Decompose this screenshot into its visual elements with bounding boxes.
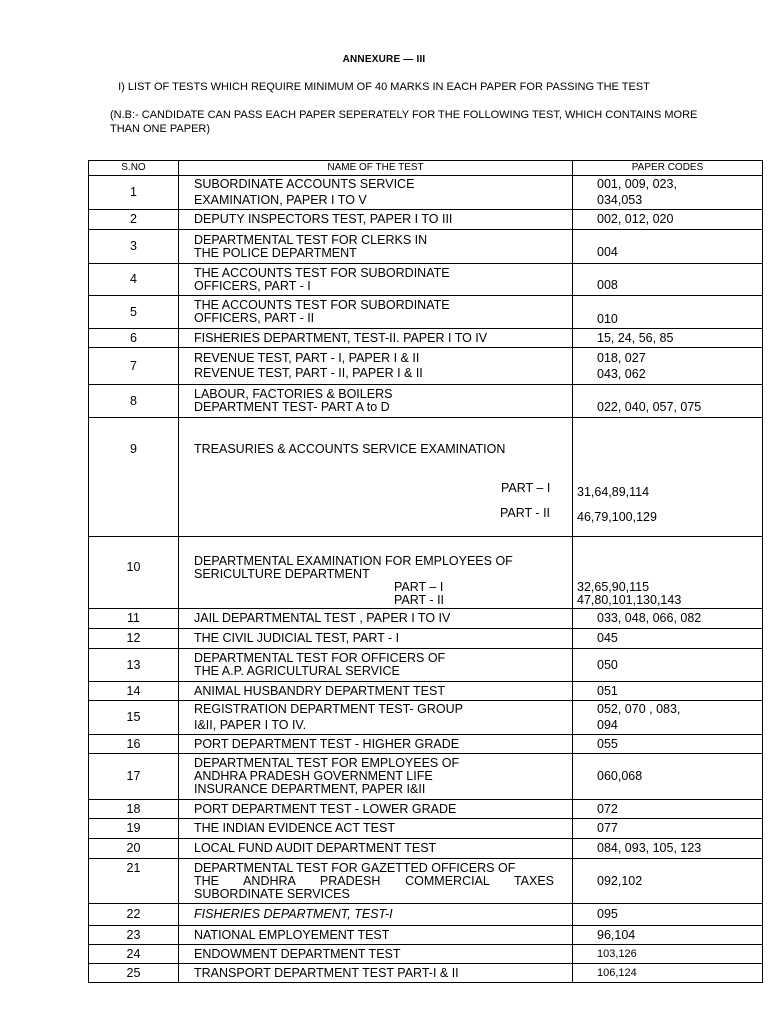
table-row [89,537,763,609]
row-codes: 96,104 [573,926,763,945]
row-sno: 8 [89,385,179,418]
row-sno: 5 [89,296,179,329]
row-test-name [179,176,573,210]
part-label: PART – I [501,481,551,495]
row-sno: 21 [89,859,179,904]
row-codes [573,176,763,210]
row-sno: 4 [89,264,179,296]
row-test-name [179,296,573,329]
row-codes [573,418,763,537]
table-row [89,819,763,839]
row-codes: 060,068 [573,754,763,800]
row-codes: 095 [573,904,763,926]
row-name-line: REVENUE TEST, PART - I, PAPER I & II [194,351,420,365]
table-row [89,926,763,945]
table-row [89,385,763,418]
table-row [89,418,763,537]
page-subtitle: I) LIST OF TESTS WHICH REQUIRE MINIMUM OF 40 MARKS IN EACH PAPER FOR PASSING THE TEST [118,81,650,93]
row-sno: 25 [89,964,179,983]
row-code-line: 043, 062 [597,366,646,381]
row-name-line: TREASURIES & ACCOUNTS SERVICE EXAMINATION [194,442,506,456]
row-name-line: THE POLICE DEPARTMENT [194,245,357,260]
note-text: (N.B:- CANDIDATE CAN PASS EACH PAPER SEPERATELY FOR THE FOLLOWING TEST, WHICH CONTAINS MORE THAN ONE PAPER) [110,109,698,135]
row-test-name: PORT DEPARTMENT TEST - HIGHER GRADE [179,735,573,754]
row-test-name: THE INDIAN EVIDENCE ACT TEST [179,819,573,839]
row-name-line: DEPARTMENTAL TEST FOR CLERKS IN [194,232,428,247]
row-sno: 6 [89,329,179,348]
row-sno: 19 [89,819,179,839]
col-header-codes: PAPER CODES [573,161,763,176]
row-codes: 092,102 [573,859,763,904]
row-name-line: REVENUE TEST, PART - II, PAPER I & II [194,366,423,380]
row-test-name: FISHERIES DEPARTMENT, TEST-I [179,904,573,926]
table-row [89,859,763,904]
row-test-name: JAIL DEPARTMENTAL TEST , PAPER I TO IV [179,609,573,629]
table-header-row [89,161,763,176]
row-code-line: 31,64,89,114 [577,485,650,499]
row-code-line: 001, 009, 023, [597,177,677,191]
row-codes [573,348,763,385]
tests-table [88,160,763,983]
row-code-line: 47,80,101,130,143 [577,593,682,607]
row-test-name [179,418,573,537]
row-test-name: NATIONAL EMPLOYEMENT TEST [179,926,573,945]
table-row [89,800,763,819]
row-name-line: THE ACCOUNTS TEST FOR SUBORDINATE [194,298,450,312]
table-row [89,264,763,296]
table-row [89,609,763,629]
row-test-name [179,537,573,609]
row-sno: 20 [89,839,179,859]
row-test-name [179,701,573,735]
row-name-line: THE A.P. AGRICULTURAL SERVICE [194,664,400,678]
row-codes: 050 [573,649,763,682]
row-code-line: 018, 027 [597,350,646,365]
row-codes: 008 [573,264,763,296]
row-codes: 022, 040, 057, 075 [573,385,763,418]
row-codes: 010 [573,296,763,329]
row-codes: 055 [573,735,763,754]
row-code-line: 052, 070 , 083, [597,702,681,716]
row-sno: 7 [89,348,179,385]
row-codes: 045 [573,629,763,649]
row-sno: 17 [89,754,179,800]
table-row [89,629,763,649]
row-test-name: FISHERIES DEPARTMENT, TEST-II. PAPER I TO IV [179,329,573,348]
table-row [89,839,763,859]
part-row [194,581,572,594]
row-code-line: 32,65,90,115 [577,580,650,594]
row-name-line: DEPARTMENTAL TEST FOR OFFICERS OF [194,651,446,665]
page-title: ANNEXURE — III [342,54,426,65]
table-row [89,210,763,230]
part-label: PART – I [394,580,444,594]
row-sno: 15 [89,701,179,735]
row-sno: 13 [89,649,179,682]
table-row [89,904,763,926]
row-codes: 084, 093, 105, 123 [573,839,763,859]
row-name-line: SUBORDINATE SERVICES [194,886,350,901]
row-name-line: OFFICERS, PART - II [194,311,315,325]
row-test-name: ANIMAL HUSBANDRY DEPARTMENT TEST [179,682,573,701]
table-row [89,296,763,329]
col-header-name: NAME OF THE TEST [179,161,573,176]
row-code-line: 094 [597,718,618,732]
row-codes: 051 [573,682,763,701]
row-sno: 9 [89,418,179,537]
row-sno: 1 [89,176,179,210]
row-name-line: DEPARTMENT TEST- PART A to D [194,400,390,414]
table-row [89,945,763,964]
table-row [89,329,763,348]
row-codes: 15, 24, 56, 85 [573,329,763,348]
row-name-line: DEPARTMENTAL TEST FOR EMPLOYEES OF [194,756,460,770]
row-name-line: LABOUR, FACTORIES & BOILERS [194,387,393,401]
table-row [89,649,763,682]
row-name-line: SUBORDINATE ACCOUNTS SERVICE [194,177,415,191]
part-row [194,594,572,607]
row-codes: 033, 048, 066, 082 [573,609,763,629]
row-name-line: I&II, PAPER I TO IV. [194,718,307,732]
row-test-name [179,754,573,800]
row-test-name: LOCAL FUND AUDIT DEPARTMENT TEST [179,839,573,859]
row-sno: 11 [89,609,179,629]
row-codes: 077 [573,819,763,839]
table-row [89,754,763,800]
row-sno: 10 [89,537,179,609]
row-sno: 12 [89,629,179,649]
row-name-line: EXAMINATION, PAPER I TO V [194,193,367,207]
row-name-line: OFFICERS, PART - I [194,278,311,293]
row-test-name [179,264,573,296]
table-row [89,701,763,735]
part-label: PART - II [394,593,445,607]
part-row [194,507,572,520]
row-name-line: SERICULTURE DEPARTMENT [194,567,370,581]
table-row [89,682,763,701]
row-sno: 23 [89,926,179,945]
row-codes: 004 [573,230,763,264]
table-row [89,230,763,264]
table-row [89,176,763,210]
row-test-name [179,385,573,418]
row-test-name: THE CIVIL JUDICIAL TEST, PART - I [179,629,573,649]
row-codes: 103,126 [573,945,763,964]
row-test-name [179,649,573,682]
row-test-name: TRANSPORT DEPARTMENT TEST PART-I & II [179,964,573,983]
table-row [89,964,763,983]
part-label: PART - II [500,506,551,520]
row-code-line: 46,79,100,129 [577,510,657,524]
row-sno: 18 [89,800,179,819]
row-name-line: REGISTRATION DEPARTMENT TEST- GROUP [194,702,464,716]
row-sno: 3 [89,230,179,264]
part-row [194,482,572,495]
row-name-line: DEPARTMENTAL TEST FOR GAZETTED OFFICERS OF [194,860,516,875]
table-row [89,735,763,754]
row-test-name [179,230,573,264]
row-codes [573,701,763,735]
row-test-name: DEPUTY INSPECTORS TEST, PAPER I TO III [179,210,573,230]
table-row [89,348,763,385]
row-sno: 2 [89,210,179,230]
row-sno: 22 [89,904,179,926]
row-codes [573,537,763,609]
row-sno: 24 [89,945,179,964]
row-codes: 002, 012, 020 [573,210,763,230]
col-header-sno: S.NO [89,161,179,176]
row-code-line: 034,053 [597,193,643,207]
row-name-line: ANDHRA PRADESH GOVERNMENT LIFE [194,769,433,783]
row-test-name [179,348,573,385]
row-test-name: ENDOWMENT DEPARTMENT TEST [179,945,573,964]
row-sno: 14 [89,682,179,701]
row-name-line: DEPARTMENTAL EXAMINATION FOR EMPLOYEES OF [194,554,513,568]
row-sno: 16 [89,735,179,754]
row-codes: 106,124 [573,964,763,983]
row-name-line: THE ACCOUNTS TEST FOR SUBORDINATE [194,265,450,280]
row-name-line: THE ANDHRA PRADESH COMMERCIAL TAXES [194,873,554,888]
row-test-name [179,859,573,904]
row-test-name: PORT DEPARTMENT TEST - LOWER GRADE [179,800,573,819]
row-codes: 072 [573,800,763,819]
row-name-line: INSURANCE DEPARTMENT, PAPER I&II [194,782,426,796]
